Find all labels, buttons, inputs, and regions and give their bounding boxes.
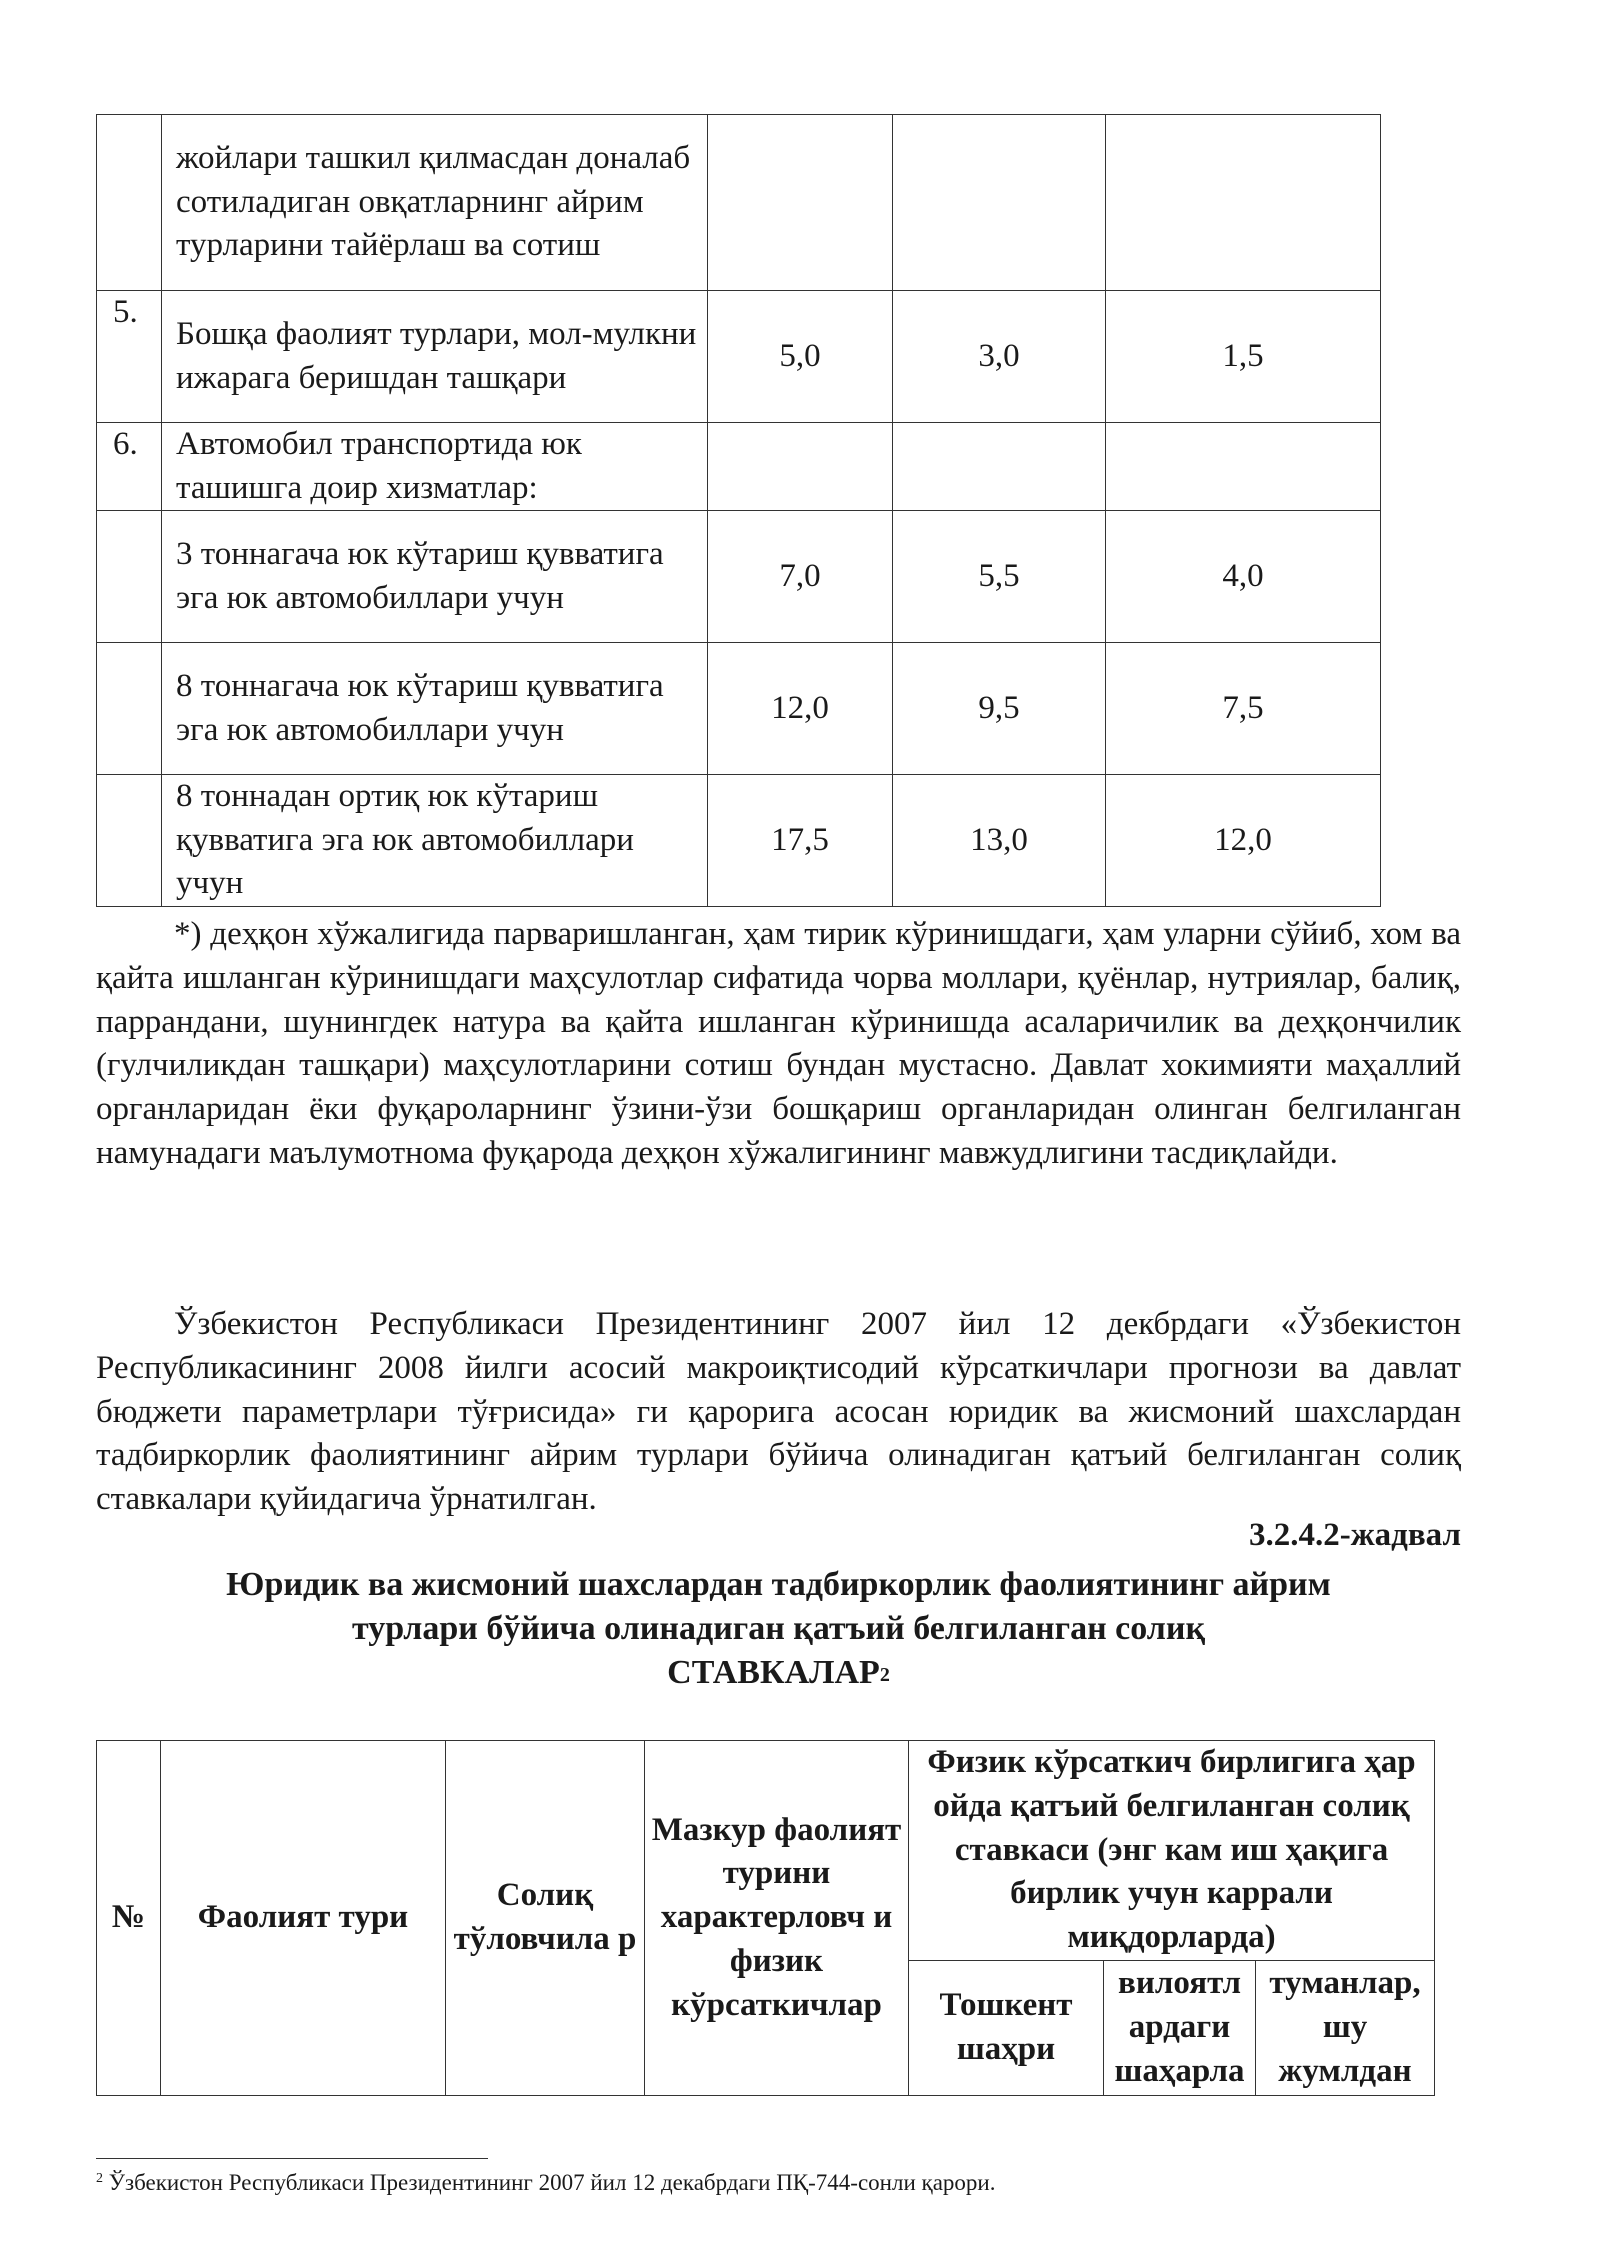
- column-header-indicators: Мазкур фаолият турини характерловч и физик кўрсаткичлар: [645, 1741, 909, 2096]
- regional-cities-rate-cell: [893, 423, 1106, 511]
- tashkent-rate-cell: 17,5: [708, 775, 893, 907]
- table-row: [97, 775, 1381, 907]
- regional-cities-rate-cell: 3,0: [893, 291, 1106, 423]
- regional-cities-rate-cell: 5,5: [893, 511, 1106, 643]
- tashkent-rate-cell: [708, 115, 893, 291]
- activity-cell: 3 тоннагача юк кўтариш қувватига эга юк автомобиллари учун: [162, 511, 708, 643]
- column-header-regional-cities: вилоятл ардаги шаҳарла: [1104, 1960, 1256, 2095]
- tashkent-rate-cell: 5,0: [708, 291, 893, 423]
- table-row: [97, 423, 1381, 511]
- activity-cell: Бошқа фаолият турлари, мол-мулкни ижарага беришдан ташқари: [162, 291, 708, 423]
- row-number: [97, 115, 162, 291]
- column-header-districts: туманлар, шу жумлдан: [1256, 1960, 1435, 2095]
- row-number: 6.: [97, 423, 162, 511]
- footnote-mark: 2: [96, 2171, 103, 2186]
- table-row: [97, 643, 1381, 775]
- tashkent-rate-cell: [708, 423, 893, 511]
- activity-cell: 8 тоннадан ортиқ юк кўтариш қувватига эга юк автомобиллари учун: [162, 775, 708, 907]
- table-title-line: турлари бўйича олинадиган қатъий белгиланган солиқ: [351, 1610, 1206, 1647]
- regional-cities-rate-cell: [893, 115, 1106, 291]
- column-header-tashkent: Тошкент шаҳри: [909, 1960, 1104, 2095]
- activity-cell: 8 тоннагача юк кўтариш қувватига эга юк автомобиллари учун: [162, 643, 708, 775]
- table-title: [96, 1563, 1461, 1695]
- table-row: [97, 115, 1381, 291]
- column-header-rate-group: Физик кўрсаткич бирлигига ҳар ойда қатъий белгиланган солиқ ставкаси (энг кам иш ҳақига бирлик учун каррали миқдорларда): [909, 1741, 1435, 1961]
- table-title-word: СТАВКАЛАР: [667, 1654, 880, 1691]
- tashkent-rate-cell: 7,0: [708, 511, 893, 643]
- rates-table: [96, 1740, 1435, 2096]
- table-title-line: Юридик ва жисмоний шахслардан тадбиркорлик фаолиятининг айрим: [226, 1566, 1331, 1603]
- footnote: [96, 2170, 995, 2196]
- regional-cities-rate-cell: 9,5: [893, 643, 1106, 775]
- districts-rate-cell: [1106, 115, 1381, 291]
- table-title-line: [96, 1651, 1461, 1695]
- column-header-number: №: [97, 1741, 161, 2096]
- districts-rate-cell: 12,0: [1106, 775, 1381, 907]
- row-number: 5.: [97, 291, 162, 423]
- districts-rate-cell: 4,0: [1106, 511, 1381, 643]
- header-row: [97, 1741, 1435, 1961]
- districts-rate-cell: 1,5: [1106, 291, 1381, 423]
- row-number: [97, 775, 162, 907]
- activity-cell: Автомобил транспортида юк ташишга доир хизматлар:: [162, 423, 708, 511]
- table-row: [97, 291, 1381, 423]
- column-header-taxpayers: Солиқ тўловчила р: [446, 1741, 645, 2096]
- table-row: [97, 511, 1381, 643]
- regional-cities-rate-cell: 13,0: [893, 775, 1106, 907]
- districts-rate-cell: [1106, 423, 1381, 511]
- footnote-text: Ўзбекистон Республикаси Президентининг 2007 йил 12 декабрдаги ПҚ-744-сонли қарори.: [103, 2170, 996, 2195]
- table-caption: 3.2.4.2-жадвал: [1249, 1517, 1461, 1553]
- districts-rate-cell: 7,5: [1106, 643, 1381, 775]
- activity-cell: жойлари ташкил қилмасдан доналаб сотиладиган овқатларнинг айрим турларини тайёрлаш ва сотиш: [162, 115, 708, 291]
- footnote-separator: [96, 2158, 488, 2159]
- row-number: [97, 511, 162, 643]
- continued-rates-table: [96, 114, 1381, 907]
- column-header-activity: Фаолият тури: [161, 1741, 446, 2096]
- note-paragraph: *) деҳқон хўжалигида парваришланган, ҳам тирик кўринишдаги, ҳам уларни сўйиб, хом ва қайта ишланган кўринишдаги маҳсулотлар сифатида чорва моллари, қуёнлар, нутриялар, балиқ, паррандани, шунингдек натура ва қайта ишланган кўринишда асаларичилик ва деҳқончилик (гулчиликдан ташқари) маҳсулотларини сотиш бундан мустасно. Давлат хокимияти маҳаллий органларидан ёки фуқароларнинг ўзини-ўзи бошқариш органларидан олинган белгиланган намунадаги маълумотнома фуқарода деҳқон хўжалигининг мавжудлигини тасдиқлайди.: [96, 916, 1461, 1171]
- tashkent-rate-cell: 12,0: [708, 643, 893, 775]
- row-number: [97, 643, 162, 775]
- decree-paragraph: Ўзбекистон Республикаси Президентининг 2007 йил 12 декбрдаги «Ўзбекистон Республикасининг 2008 йилги асосий макроиқтисодий кўрсаткичлари прогнози ва давлат бюджети параметрлари тўғрисида» ги қарорига асосан юридик ва жисмоний шахслардан тадбиркорлик фаолиятининг айрим турлари бўйича олинадиган қатъий белгиланган солиқ ставкалари қуйидагича ўрнатилган.: [96, 1306, 1461, 1518]
- footnote-reference[interactable]: 2: [879, 1664, 890, 1686]
